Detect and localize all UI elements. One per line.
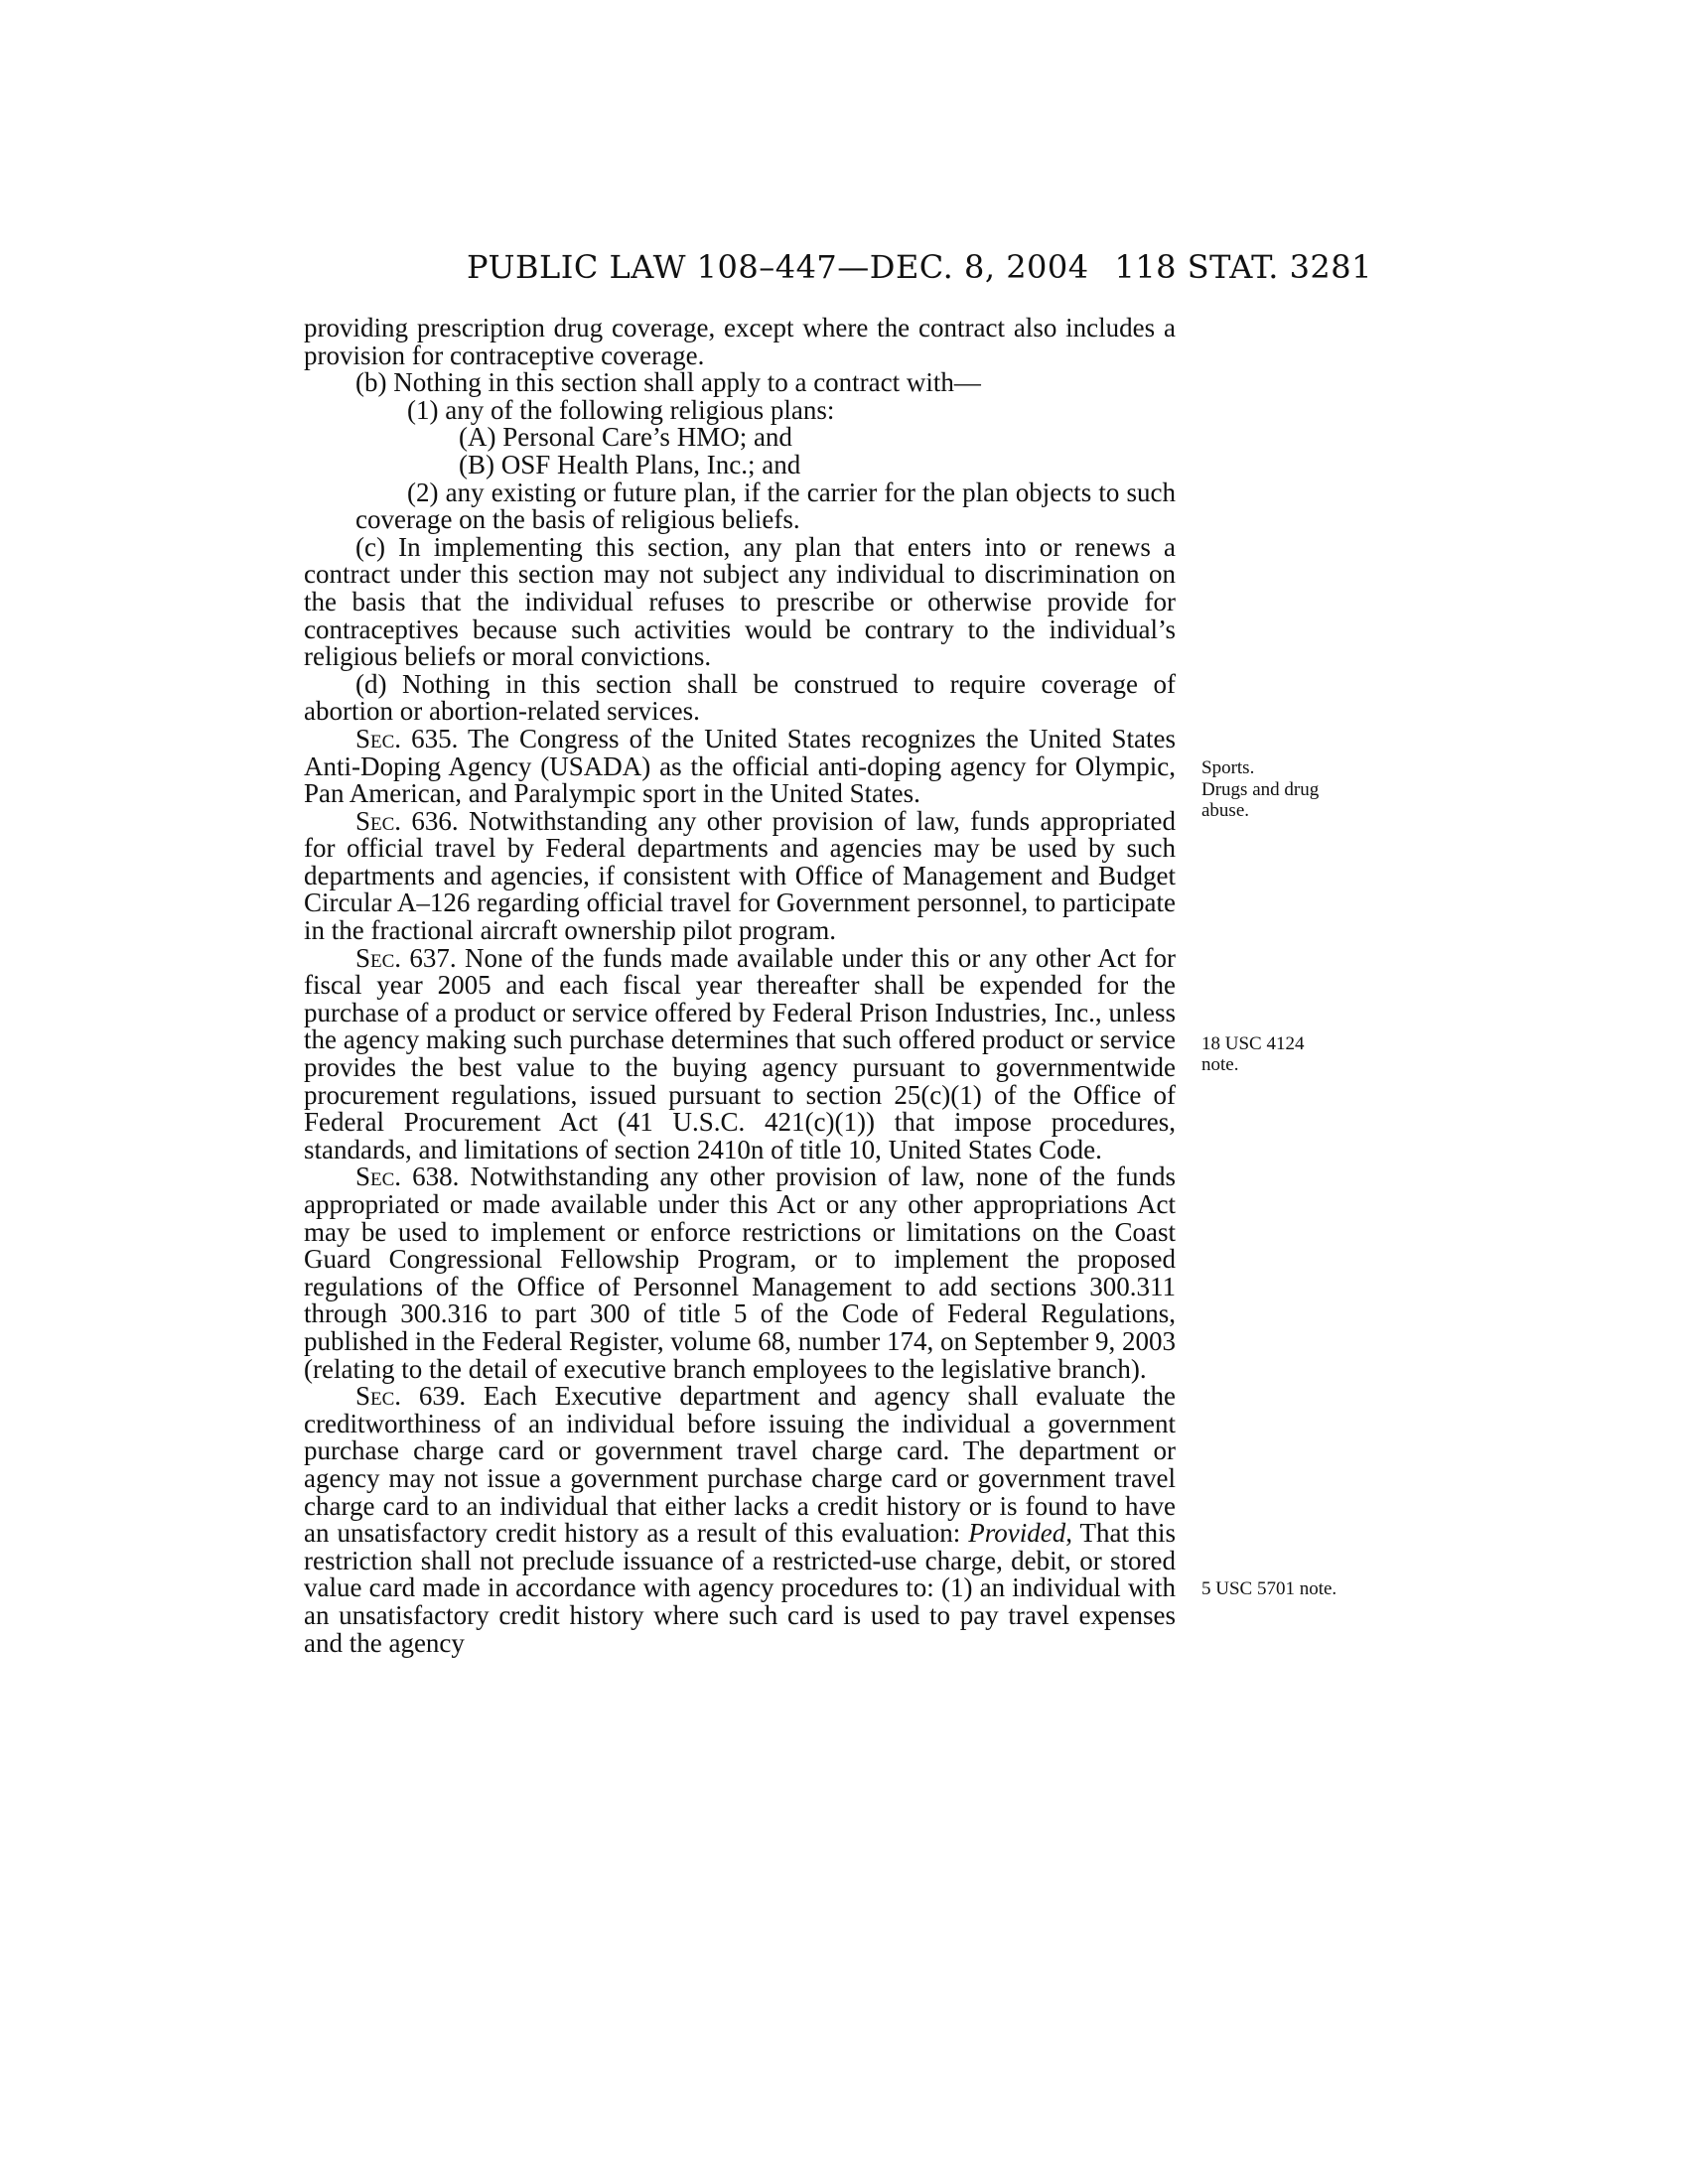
section-638-label: Sec. 638. <box>355 1161 460 1192</box>
section-636-label: Sec. 636. <box>355 805 459 836</box>
margin-note-sports: Sports. <box>1201 757 1255 778</box>
section-638-text: Notwithstanding any other provision of law, none of the funds appropriated or made available under this Act or any other appropriations Act may be used to implement or enforce restrictions or limitations on the Coast Guard Congressional Fellowship Program, or to implement the proposed regulations of the Office of Personnel Management to add sections 300.311 through 300.316 to part 300 of title 5 of the Code of Federal Regulations, published in the Federal Register, volume 68, number 174, on September 9, 2003 (relating to the detail of executive branch employees to the legislative branch). <box>304 1161 1177 1384</box>
paragraph-continuation: providing prescription drug coverage, except where the contract also includes a provision for contraceptive coverage. <box>304 313 1176 370</box>
subparagraph-b1b: (B) OSF Health Plans, Inc.; and <box>459 449 801 479</box>
body-text <box>304 315 1176 1657</box>
section-637-text: None of the funds made available under this or any other Act for fiscal year 2005 and each fiscal year thereafter shall be expended for the purchase of a product or service offered by Federal Prison Industries, Inc., unless the agency making such purchase determines that such offered product or service provides the best value to the buying agency pursuant to governmentwide procurement regulations, issued pursuant to section 25(c)(1) of the Office of Federal Procurement Act (41 U.S.C. 421(c)(1)) that impose procedures, standards, and limitations of section 2410n of title 10, United States Code. <box>304 942 1177 1164</box>
section-639-provided: Provided <box>968 1518 1066 1549</box>
section-635-text: The Congress of the United States recognizes the United States Anti-Doping Agency (USADA) as the official anti-doping agency for Olympic, Pan American, and Paralympic sport in the United States. <box>304 723 1176 809</box>
paragraph-b1: (1) any of the following religious plans: <box>407 394 835 425</box>
section-636-text: Notwithstanding any other provision of law, funds appropriated for official travel by Federal departments and agencies may be used by such departments and agencies, if consistent with Office of Management and Budget Circular A–126 regarding official travel for Government personnel, to participate in the fractional aircraft ownership pilot program. <box>304 805 1176 946</box>
margin-note-5-usc-5701: 5 USC 5701 note. <box>1201 1578 1337 1599</box>
section-636 <box>304 805 1176 946</box>
section-639-text-b: , That this restriction shall not preclude issuance of a restricted-use charge, debit, or stored value card made in accordance with agency procedures to: (1) an individual with an unsatisfactory credit history where such card is used to pay travel expenses and the agency <box>304 1518 1176 1658</box>
section-639-label: Sec. 639. <box>355 1381 467 1412</box>
section-637-label: Sec. 637. <box>355 942 457 973</box>
section-637 <box>304 942 1177 1164</box>
section-635 <box>304 723 1176 809</box>
subsection-d: (d) Nothing in this section shall be construed to require coverage of abortion or abortion-related services. <box>304 668 1176 727</box>
subsection-b: (b) Nothing in this section shall apply to a contract with— <box>355 367 981 398</box>
section-639-text-a: Each Executive department and agency shall evaluate the creditworthiness of an individual before issuing the individual a government purchase charge card or government travel charge card. The department or agency may not issue a government purchase charge card or government travel charge card to an individual that either lacks a credit history or is found to have an unsatisfactory credit history as a result of this evaluation: <box>304 1381 1176 1549</box>
page-header-title: PUBLIC LAW 108–447—DEC. 8, 2004 <box>467 248 1089 286</box>
section-639 <box>304 1383 1176 1657</box>
margin-note-18-usc-4124: 18 USC 4124 note. <box>1201 1033 1305 1075</box>
page-header-stat: 118 STAT. 3281 <box>1114 248 1372 286</box>
paragraph-b2: (2) any existing or future plan, if the carrier for the plan objects to such coverage on the basis of religious beliefs. <box>355 477 1176 535</box>
margin-note-drugs: Drugs and drug abuse. <box>1201 779 1320 821</box>
section-635-label: Sec. 635. <box>355 723 459 753</box>
section-638 <box>304 1163 1176 1383</box>
subsection-c: (c) In implementing this section, any plan that enters into or renews a contract under this section may not subject any individual to discrimination on the basis that the individual refuses to prescribe or otherwise provide for contraceptives because such activities would be contrary to the individual’s religious beliefs or moral convictions. <box>304 531 1176 672</box>
subparagraph-b1a: (A) Personal Care’s HMO; and <box>459 422 792 453</box>
